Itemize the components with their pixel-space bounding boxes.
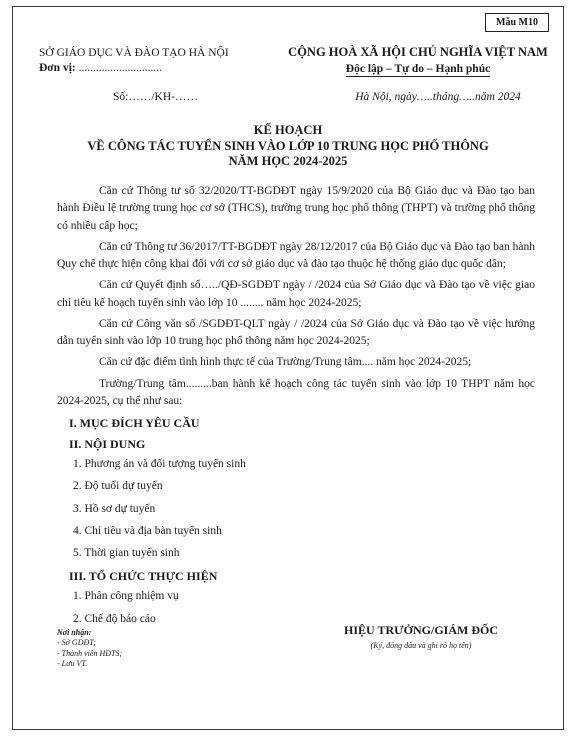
legal-basis-paragraph: Căn cứ Thông tư số 32/2020/TT-BGDĐT ngày 15/9/2020 của Bộ Giáo dục và Đào tạo ban hành Điều lệ trường trung học cơ sở (THCS), trường trung học phổ thông (THPT) và trường phổ thông có nhiều cấp học; [57, 185, 535, 232]
document-page [12, 6, 564, 730]
legal-basis-paragraph: Căn cứ Thông tư 36/2017/TT-BGDĐT ngày 28/12/2017 của Bộ Giáo dục và Đào tạo ban hành Quy chế thực hiện công khai đối với cơ sở giáo dục và đào tạo thuộc hệ thống giáo dục quốc dân; [57, 240, 535, 270]
nation-name: CỘNG HOÀ XÃ HỘI CHỦ NGHĨA VIỆT NAM [288, 45, 548, 59]
intro-paragraph: Trường/Trung tâm.........ban hành kế hoạch công tác tuyển sinh vào lớp 10 THPT năm học 2024-2025, cụ thể như sau: [57, 377, 535, 407]
signer-title: HIỆU TRƯỞNG/GIÁM ĐỐC [343, 623, 498, 637]
agency-block [39, 47, 269, 74]
recipients-label: Nơi nhận: [57, 628, 92, 637]
unit-label: Đơn vị: [39, 62, 76, 74]
content-item: 1. Phương án và đối tượng tuyển sinh [73, 458, 246, 470]
signer-note: (Ký, đóng dấu và ghi rõ họ tên) [370, 641, 472, 650]
national-motto: Độc lập – Tự do – Hạnh phúc [345, 63, 491, 75]
content-item: 2. Độ tuổi dự tuyển [73, 480, 163, 493]
content-item: 3. Hồ sơ dự tuyển [73, 502, 156, 515]
unit-value: ............................. [75, 62, 162, 74]
agency-name: SỞ GIÁO DỤC VÀ ĐÀO TẠO HÀ NỘI [39, 47, 229, 59]
national-header [283, 45, 553, 77]
legal-basis-paragraph: Căn cứ Quyết định số…../QĐ-SGDĐT ngày / /2024 của Sở Giáo dục và Đào tạo về việc giao chỉ tiêu kế hoạch tuyển sinh vào lớp 10 ........ năm học 2024-2025; [57, 279, 535, 309]
document-title [13, 123, 563, 170]
title-line-1: KẾ HOẠCH [253, 123, 323, 137]
recipient-item: - Lưu VT. [57, 659, 88, 669]
document-number: Số:……/KH-…… [113, 91, 198, 103]
legal-basis-paragraph: Căn cứ Công văn số /SGDĐT-QLT ngày / /2024 của Sở Giáo dục và Đào tạo về việc hướng dẫn tuyển sinh vào lớp 10 trung học phổ thông năm học 2024-2025; [57, 317, 535, 347]
form-code-box: Mẫu M10 [485, 13, 549, 32]
place-and-date: Hà Nội, ngày…..tháng…..năm 2024 [355, 91, 521, 103]
content-item: 4. Chỉ tiêu và địa bàn tuyển sinh [73, 524, 222, 537]
signature-block [321, 623, 521, 650]
recipient-item: - Thành viên HĐTS; [57, 648, 123, 658]
implementation-item: 2. Chế độ báo cáo [73, 612, 156, 625]
recipient-item: - Sở GDĐT; [57, 638, 96, 648]
document-body [57, 183, 535, 633]
title-line-2: VỀ CÔNG TÁC TUYỂN SINH VÀO LỚP 10 TRUNG HỌC PHỔ THÔNG [87, 138, 489, 153]
unit-line [39, 62, 269, 74]
recipients-block [57, 628, 122, 670]
legal-basis-paragraph: Căn cứ đặc điểm tình hình thực tế của Trường/Trung tâm.... năm học 2024-2025; [99, 356, 472, 369]
implementation-item: 1. Phân công nhiệm vụ [73, 590, 179, 603]
content-item: 5. Thời gian tuyển sinh [73, 547, 180, 559]
section-heading-purpose: I. MỤC ĐÍCH YÊU CẦU [69, 416, 200, 430]
section-heading-content: II. NỘI DUNG [69, 437, 146, 451]
section-heading-implementation: III. TỔ CHỨC THỰC HIỆN [69, 569, 218, 584]
title-line-3: NĂM HỌC 2024-2025 [228, 154, 348, 169]
